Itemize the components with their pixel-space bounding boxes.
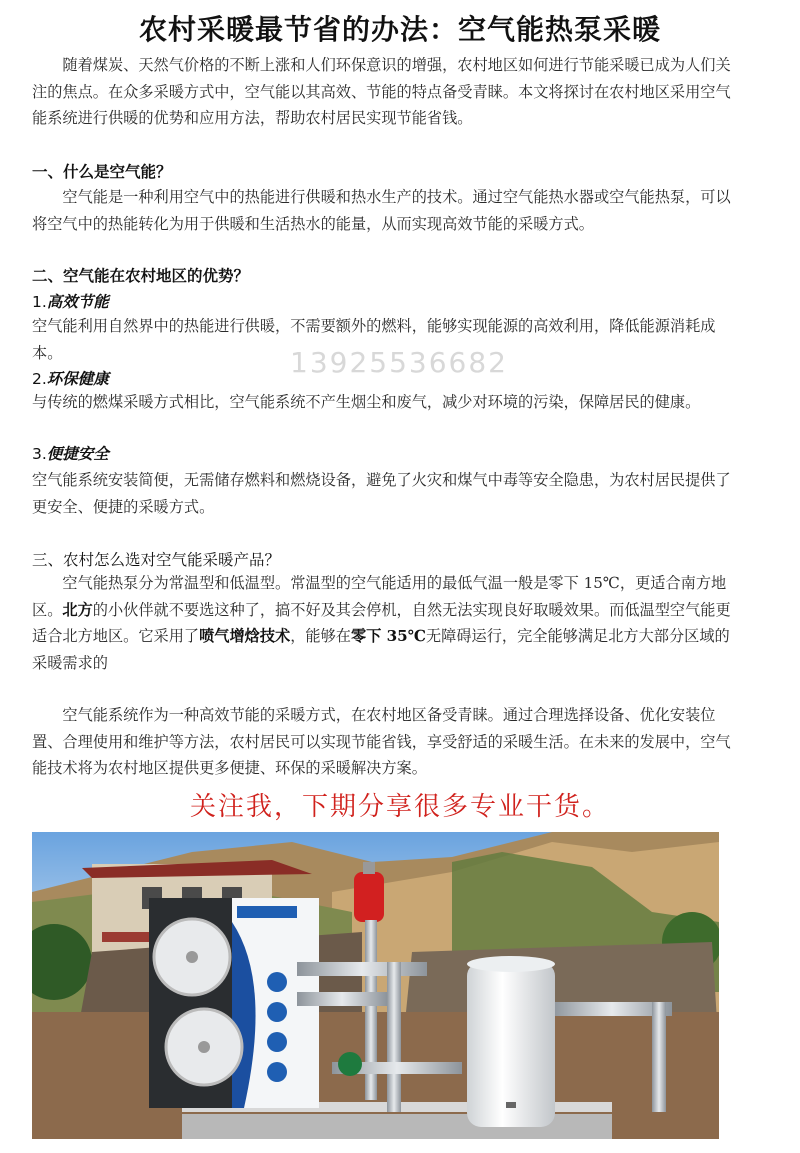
- item2-body: 与传统的燃煤采暖方式相比，空气能系统不产生烟尘和废气，减少对环境的污染，保障居民的健康。: [32, 393, 701, 411]
- section3-bold-temperature: 零下 35℃: [350, 627, 426, 645]
- section2-heading: 二、空气能在农村地区的优势？: [32, 267, 250, 285]
- section1-heading: 一、什么是空气能？: [32, 163, 172, 181]
- section3-text-2: 的小伙伴就不要选这种了，搞不好及其会停机，自然无法实现良好取暖效果。而低温型空气能更适合北方地区。它采用了: [32, 600, 731, 645]
- section3-body: [32, 570, 732, 676]
- section3-text-4: 无障碍运行，完全能够满足北方大部分区域的采暖需求的: [32, 627, 730, 672]
- item1-label: 高效节能: [46, 293, 109, 311]
- item3-heading: [32, 442, 109, 464]
- item1-body: 空气能利用自然界中的热能进行供暖，不需要额外的燃料，能够实现能源的高效利用，降低能源消耗成本。: [32, 317, 716, 362]
- item1-heading: [32, 290, 109, 312]
- watermark-phone: 13925536682: [290, 346, 508, 379]
- section3-bold-technology: 喷气增焓技术: [199, 627, 291, 645]
- item3-number: 3.: [32, 445, 47, 463]
- item3-body: 空气能系统安装简便，无需储存燃料和燃烧设备，避免了火灾和煤气中毒等安全隐患，为农村居民提供了更安全、便捷的采暖方式。: [32, 471, 731, 516]
- section3-bold-north: 北方: [62, 600, 93, 619]
- conclusion-paragraph: 空气能系统作为一种高效节能的采暖方式，在农村地区备受青睐。通过合理选择设备、优化安装位置、合理使用和维护等方法，农村居民可以实现节能省钱，享受舒适的采暖生活。在未来的发展中，空气能技术将为农村地区提供更多便捷、环保的采暖解决方案。: [32, 706, 731, 777]
- item3-label: 便捷安全: [46, 445, 109, 463]
- section1-body: 空气能是一种利用空气中的热能进行供暖和热水生产的技术。通过空气能热水器或空气能热泵，可以将空气中的热能转化为用于供暖和生活热水的能量，从而实现高效节能的采暖方式。: [32, 188, 731, 233]
- item2-heading: [32, 367, 109, 389]
- section3-heading: 三、农村怎么选对空气能采暖产品？: [32, 551, 281, 569]
- item1-number: 1.: [32, 293, 47, 311]
- section3-text-1: 空气能热泵分为常温型和低温型。常温型的空气能适用的最低气温一般是零下 15℃，更适合南方地区。: [32, 574, 727, 619]
- item2-label: 环保健康: [46, 370, 109, 388]
- follow-call-to-action: 关注我，下期分享很多专业干货。: [189, 792, 610, 822]
- heat-pump-installation-photo: [32, 832, 719, 1139]
- item2-number: 2.: [32, 370, 47, 388]
- page-title: 农村采暖最节省的办法：空气能热泵采暖: [138, 13, 661, 46]
- intro-paragraph: 随着煤炭、天然气价格的不断上涨和人们环保意识的增强，农村地区如何进行节能采暖已成为人们关注的焦点。在众多采暖方式中，空气能以其高效、节能的特点备受青睐。本文将探讨在农村地区采用空气能系统进行供暖的优势和应用方法，帮助农村居民实现节能省钱。: [32, 56, 731, 127]
- section3-text-3: ，能够在: [290, 627, 351, 645]
